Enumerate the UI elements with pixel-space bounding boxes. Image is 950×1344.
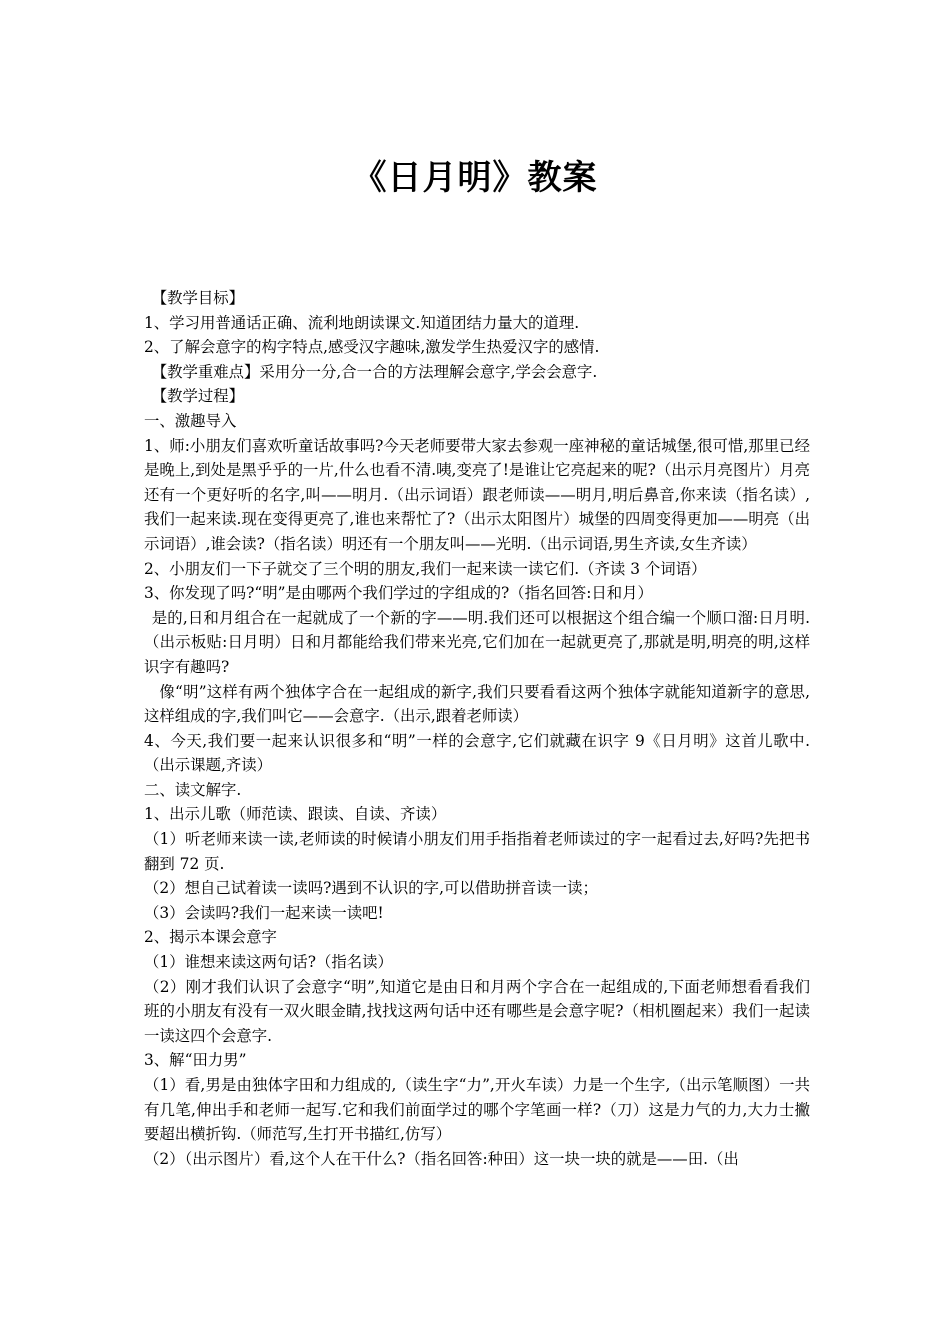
paragraph: （3）会读吗?我们一起来读一读吧!	[144, 903, 384, 922]
paragraph: 3、解“田力男”	[144, 1051, 247, 1070]
paragraph: 2、小朋友们一下子就交了三个明的朋友,我们一起来读一读它们.（齐读 3 个词语）	[144, 559, 707, 578]
paragraph: 一、激趣导入	[144, 411, 237, 430]
paragraph: 像“明”这样有两个独体字合在一起组成的新字,我们只要看看这两个独体字就能知道新字的意思,这样组成的字,我们叫它——会意字.（出示,跟着老师读）	[144, 682, 810, 726]
document-title: 《日月明》教案	[352, 158, 598, 198]
paragraph: 1、学习用普通话正确、流利地朗读课文.知道团结力量大的道理.	[144, 313, 580, 332]
paragraph: 【教学目标】	[151, 289, 245, 307]
paragraph: 1、出示儿歌（师范读、跟读、自读、齐读）	[144, 805, 447, 824]
paragraph: 二、读文解字.	[144, 780, 242, 799]
paragraph: （2）想自己试着读一读吗?遇到不认识的字,可以借助拼音读一读；	[144, 879, 598, 898]
paragraph: （1）谁想来读这两句话?（指名读）	[144, 953, 393, 972]
paragraph: （1）看,男是由独体字田和力组成的,（读生字“力”,开火车读）力是一个生字,（出示笔顺图）一共有几笔,伸出手和老师一起写.它和我们前面学过的哪个字笔画一样?（刀）这是力气的力,大力士撇要超出横折钩.（师范写,生打开书描红,仿写）	[144, 1076, 810, 1144]
paragraph: 2、了解会意字的构字特点,感受汉字趣味,激发学生热爱汉字的感情.	[144, 338, 600, 357]
paragraph: 3、你发现了吗?“明”是由哪两个我们学过的字组成的?（指名回答:日和月）	[144, 584, 653, 603]
paragraph: （2）（出示图片）看,这个人在干什么?（指名回答:种田）这一块一块的就是——田.（出	[144, 1149, 739, 1168]
paragraph: （1）听老师来读一读,老师读的时候请小朋友们用手指指着老师读过的字一起看过去,好吗?先把书翻到 72 页.	[144, 830, 810, 873]
paragraph: 4、今天,我们要一起来认识很多和“明”一样的会意字,它们就藏在识字 9《日月明》这首儿歌中.（出示课题,齐读）	[144, 731, 810, 775]
document-body	[144, 286, 810, 1171]
paragraph: 1、师:小朋友们喜欢听童话故事吗?今天老师要带大家去参观一座神秘的童话城堡,很可惜,那里已经是晚上,到处是黑乎乎的一片,什么也看不清.咦,变亮了!是谁让它亮起来的呢?（出示月亮图片）月亮还有一个更好听的名字,叫——明月.（出示词语）跟老师读——明月,明后鼻音,你来读（指名读）,我们一起来读.现在变得更亮了,谁也来帮忙了?（出示太阳图片）城堡的四周变得更加——明亮（出示词语）,谁会读?（指名读）明还有一个朋友叫——光明.（出示词语,男生齐读,女生齐读）	[144, 436, 810, 553]
paragraph: 是的,日和月组合在一起就成了一个新的字——明.我们还可以根据这个组合编一个顺口溜:日月明.（出示板贴:日月明）日和月都能给我们带来光亮,它们加在一起就更亮了,那就是明,明亮的明,这样识字有趣吗?	[144, 608, 810, 676]
paragraph: （2）刚才我们认识了会意字“明”,知道它是由日和月两个字合在一起组成的,下面老师想看看我们班的小朋友有没有一双火眼金睛,找找这两句话中还有哪些是会意字呢?（相机圈起来）我们一起读一读这四个会意字.	[144, 977, 810, 1045]
paragraph: 【教学重难点】采用分一分,合一合的方法理解会意字,学会会意字.	[151, 362, 598, 381]
paragraph: 【教学过程】	[151, 387, 245, 406]
paragraph: 2、揭示本课会意字	[144, 928, 277, 947]
